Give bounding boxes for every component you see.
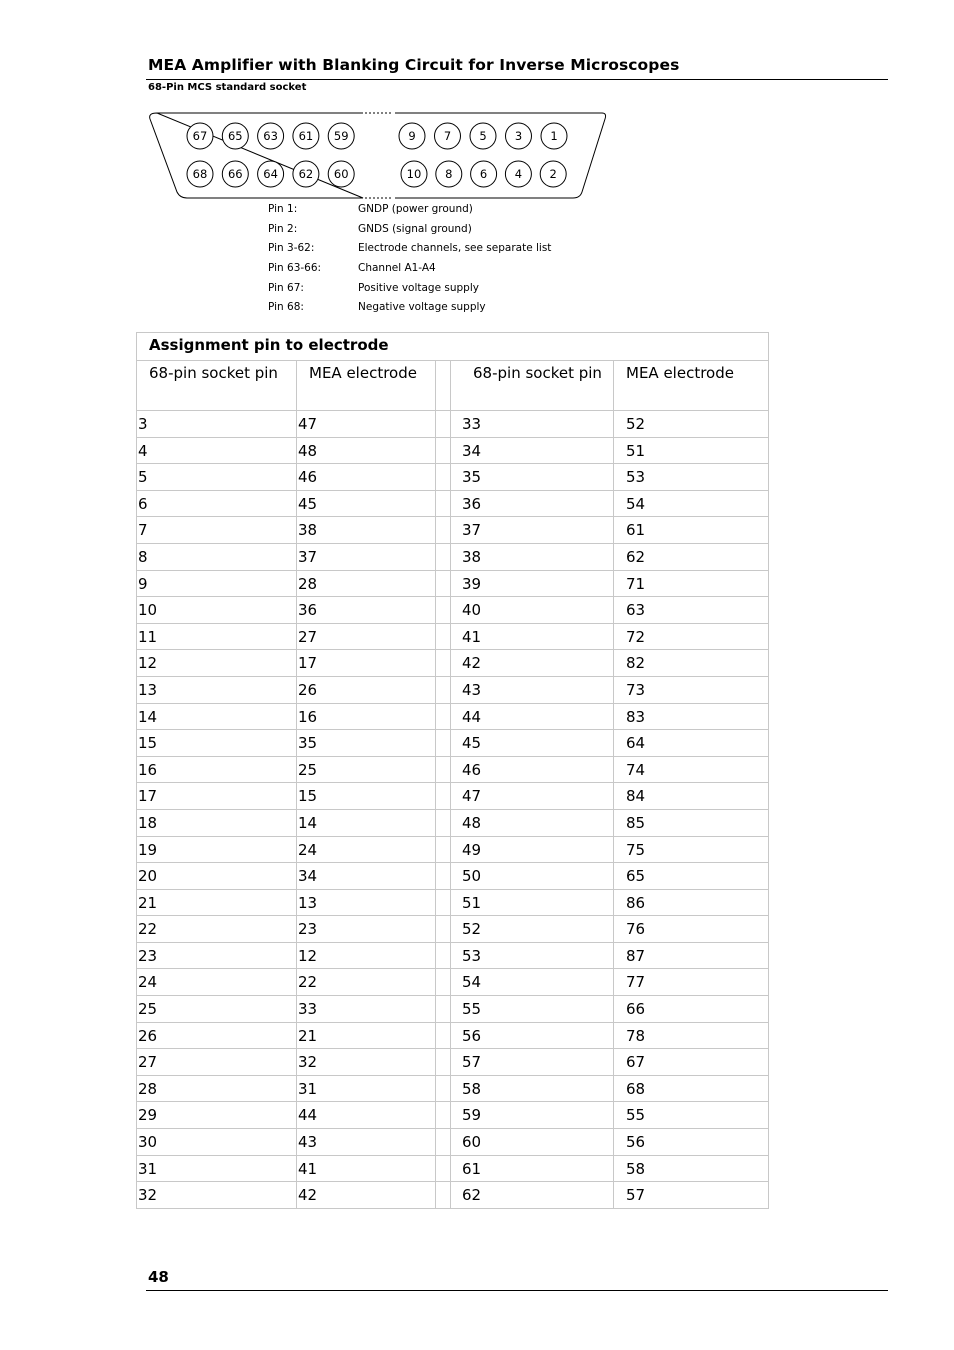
mea-electrode-cell: 71	[614, 570, 769, 597]
pin-number: 68	[192, 167, 208, 181]
socket-pin-cell: 38	[451, 543, 614, 570]
socket-pin-cell: 50	[451, 863, 614, 890]
pin-description-row	[268, 282, 551, 302]
header-divider	[146, 79, 888, 80]
pin-label: Pin 3-62:	[268, 242, 315, 255]
mea-electrode-cell: 26	[297, 676, 436, 703]
table-row	[137, 1049, 769, 1076]
pin-label: Pin 68:	[268, 301, 304, 314]
pin-function: Electrode channels, see separate list	[358, 242, 552, 255]
mea-electrode-cell: 66	[614, 996, 769, 1023]
mea-electrode-cell: 86	[614, 889, 769, 916]
pin-number: 66	[227, 167, 243, 181]
pin-number: 6	[479, 167, 488, 181]
mea-electrode-cell: 15	[297, 783, 436, 810]
pin-number: 65	[227, 129, 243, 143]
mea-electrode-cell: 38	[297, 517, 436, 544]
socket-pin-cell: 41	[451, 623, 614, 650]
mea-electrode-cell: 34	[297, 863, 436, 890]
mea-electrode-cell: 41	[297, 1155, 436, 1182]
table-row	[137, 836, 769, 863]
table-row	[137, 942, 769, 969]
socket-pin-cell: 14	[137, 703, 297, 730]
socket-pin-cell: 33	[451, 411, 614, 438]
pin-number: 61	[298, 129, 314, 143]
pin-number: 2	[549, 167, 557, 181]
socket-pin-cell: 5	[137, 464, 297, 491]
mea-electrode-cell: 85	[614, 809, 769, 836]
socket-pin-cell: 35	[451, 464, 614, 491]
socket-pin-cell: 11	[137, 623, 297, 650]
column-gap	[436, 863, 451, 890]
mea-electrode-cell: 58	[614, 1155, 769, 1182]
socket-pin-cell: 18	[137, 809, 297, 836]
table-row	[137, 1022, 769, 1049]
mea-electrode-cell: 28	[297, 570, 436, 597]
mea-electrode-cell: 55	[614, 1102, 769, 1129]
pin-number: 63	[263, 129, 278, 143]
socket-pin-cell: 12	[137, 650, 297, 677]
pin-number: 4	[514, 167, 523, 181]
table-row	[137, 969, 769, 996]
mea-electrode-cell: 57	[614, 1182, 769, 1209]
mea-electrode-cell: 43	[297, 1129, 436, 1156]
column-gap	[436, 676, 451, 703]
table-row	[137, 543, 769, 570]
mea-electrode-cell: 62	[614, 543, 769, 570]
pin-assignment-table	[136, 332, 769, 1209]
socket-pin-cell: 36	[451, 490, 614, 517]
table-row	[137, 916, 769, 943]
table-row	[137, 1182, 769, 1209]
pin-number: 7	[443, 129, 452, 143]
mea-electrode-cell: 78	[614, 1022, 769, 1049]
column-gap	[436, 464, 451, 491]
pin-number: 9	[408, 129, 416, 143]
pin-number: 10	[406, 167, 422, 181]
table-row	[137, 730, 769, 757]
socket-pin-cell: 44	[451, 703, 614, 730]
mea-electrode-cell: 44	[297, 1102, 436, 1129]
pin-function: Channel A1-A4	[358, 262, 436, 275]
column-gap	[436, 517, 451, 544]
column-gap	[436, 597, 451, 624]
mea-electrode-cell: 21	[297, 1022, 436, 1049]
socket-pin-cell: 61	[451, 1155, 614, 1182]
socket-pin-cell: 56	[451, 1022, 614, 1049]
pin-label: Pin 63-66:	[268, 262, 322, 275]
mea-electrode-cell: 33	[297, 996, 436, 1023]
table-row	[137, 1075, 769, 1102]
column-gap	[436, 437, 451, 464]
mea-electrode-cell: 31	[297, 1075, 436, 1102]
table-row	[137, 464, 769, 491]
mea-electrode-cell: 87	[614, 942, 769, 969]
table-row	[137, 437, 769, 464]
socket-pin-cell: 27	[137, 1049, 297, 1076]
mea-electrode-cell: 24	[297, 836, 436, 863]
column-gap	[436, 942, 451, 969]
pin-description-row	[268, 203, 551, 223]
mea-electrode-cell: 27	[297, 623, 436, 650]
mea-electrode-cell: 82	[614, 650, 769, 677]
socket-pin-cell: 3	[137, 411, 297, 438]
mea-electrode-cell: 64	[614, 730, 769, 757]
mea-electrode-cell: 52	[614, 411, 769, 438]
pin-function: GNDS (signal ground)	[358, 222, 472, 235]
socket-pin-cell: 42	[451, 650, 614, 677]
column-gap	[436, 730, 451, 757]
table-row	[137, 411, 769, 438]
socket-pin-cell: 48	[451, 809, 614, 836]
mea-electrode-cell: 75	[614, 836, 769, 863]
footer-divider	[146, 1290, 888, 1291]
table-row	[137, 570, 769, 597]
column-gap	[436, 1102, 451, 1129]
socket-pin-cell: 32	[137, 1182, 297, 1209]
column-gap	[436, 809, 451, 836]
mea-electrode-cell: 76	[614, 916, 769, 943]
mea-electrode-cell: 73	[614, 676, 769, 703]
column-gap	[436, 650, 451, 677]
column-gap	[436, 543, 451, 570]
socket-pin-cell: 17	[137, 783, 297, 810]
socket-pin-cell: 4	[137, 437, 297, 464]
column-gap	[436, 703, 451, 730]
table-row	[137, 1155, 769, 1182]
column-gap	[436, 1155, 451, 1182]
table-row	[137, 517, 769, 544]
mea-electrode-cell: 65	[614, 863, 769, 890]
table-row	[137, 1129, 769, 1156]
table-row	[137, 863, 769, 890]
socket-pin-cell: 13	[137, 676, 297, 703]
mea-electrode-cell: 83	[614, 703, 769, 730]
column-gap	[436, 783, 451, 810]
pin-number: 64	[263, 167, 278, 181]
column-gap	[436, 1022, 451, 1049]
pin-number: 3	[514, 129, 523, 143]
pin-function: GNDP (power ground)	[358, 203, 473, 215]
socket-pin-cell: 16	[137, 756, 297, 783]
socket-pin-cell: 62	[451, 1182, 614, 1209]
socket-pin-cell: 47	[451, 783, 614, 810]
column-header-mea-electrode: MEA electrode	[297, 361, 436, 411]
column-header-mea-electrode-2: MEA electrode	[614, 361, 769, 411]
column-gap	[436, 490, 451, 517]
socket-connector-diagram	[140, 104, 620, 204]
socket-pin-cell: 10	[137, 597, 297, 624]
mea-electrode-cell: 68	[614, 1075, 769, 1102]
socket-pin-cell: 29	[137, 1102, 297, 1129]
table-row	[137, 650, 769, 677]
mea-electrode-cell: 13	[297, 889, 436, 916]
pin-number: 8	[445, 167, 453, 181]
mea-electrode-cell: 53	[614, 464, 769, 491]
pin-description-row	[268, 301, 551, 321]
socket-pin-cell: 37	[451, 517, 614, 544]
table-row	[137, 676, 769, 703]
pin-number: 5	[479, 129, 487, 143]
table-title: Assignment pin to electrode	[137, 333, 769, 361]
socket-pin-cell: 9	[137, 570, 297, 597]
table-row	[137, 809, 769, 836]
pin-description-list	[268, 203, 551, 321]
mea-electrode-cell: 35	[297, 730, 436, 757]
socket-pin-cell: 6	[137, 490, 297, 517]
mea-electrode-cell: 54	[614, 490, 769, 517]
column-gap	[436, 969, 451, 996]
table-row	[137, 623, 769, 650]
mea-electrode-cell: 74	[614, 756, 769, 783]
socket-pin-cell: 59	[451, 1102, 614, 1129]
socket-pin-cell: 30	[137, 1129, 297, 1156]
socket-pin-cell: 55	[451, 996, 614, 1023]
pin-number: 59	[333, 129, 349, 143]
pin-label: Pin 1:	[268, 203, 298, 215]
mea-electrode-cell: 46	[297, 464, 436, 491]
mea-electrode-cell: 25	[297, 756, 436, 783]
socket-pin-cell: 25	[137, 996, 297, 1023]
table-row	[137, 996, 769, 1023]
socket-pin-cell: 8	[137, 543, 297, 570]
socket-pin-cell: 49	[451, 836, 614, 863]
socket-pin-cell: 15	[137, 730, 297, 757]
mea-electrode-cell: 67	[614, 1049, 769, 1076]
socket-pin-cell: 19	[137, 836, 297, 863]
socket-pin-cell: 7	[137, 517, 297, 544]
pin-number: 62	[298, 167, 314, 181]
socket-pin-cell: 60	[451, 1129, 614, 1156]
column-header-socket-pin: 68-pin socket pin	[137, 361, 297, 411]
mea-electrode-cell: 42	[297, 1182, 436, 1209]
table-row	[137, 1102, 769, 1129]
mea-electrode-cell: 16	[297, 703, 436, 730]
mea-electrode-cell: 51	[614, 437, 769, 464]
mea-electrode-cell: 63	[614, 597, 769, 624]
pin-function: Negative voltage supply	[358, 301, 486, 314]
column-gap	[436, 836, 451, 863]
mea-electrode-cell: 14	[297, 809, 436, 836]
mea-electrode-cell: 61	[614, 517, 769, 544]
socket-pin-cell: 20	[137, 863, 297, 890]
mea-electrode-cell: 56	[614, 1129, 769, 1156]
socket-pin-cell: 39	[451, 570, 614, 597]
column-gap	[436, 756, 451, 783]
mea-electrode-cell: 45	[297, 490, 436, 517]
socket-pin-cell: 45	[451, 730, 614, 757]
socket-pin-cell: 58	[451, 1075, 614, 1102]
socket-pin-cell: 21	[137, 889, 297, 916]
mea-electrode-cell: 22	[297, 969, 436, 996]
column-gap	[436, 1049, 451, 1076]
socket-pin-cell: 53	[451, 942, 614, 969]
column-gap	[436, 889, 451, 916]
table-row	[137, 783, 769, 810]
pin-label: Pin 67:	[268, 281, 304, 294]
column-gap	[436, 996, 451, 1023]
column-gap	[436, 1182, 451, 1209]
socket-outline	[150, 113, 606, 198]
socket-pin-cell: 46	[451, 756, 614, 783]
mea-electrode-cell: 47	[297, 411, 436, 438]
table-row	[137, 597, 769, 624]
column-gap	[436, 916, 451, 943]
column-gap	[436, 623, 451, 650]
mea-electrode-cell: 23	[297, 916, 436, 943]
mea-electrode-cell: 37	[297, 543, 436, 570]
table-row	[137, 490, 769, 517]
column-gap	[436, 570, 451, 597]
socket-pin-cell: 51	[451, 889, 614, 916]
pin-number: 1	[550, 129, 558, 143]
page-header-title: MEA Amplifier with Blanking Circuit for Inverse Microscopes	[148, 56, 680, 74]
mea-electrode-cell: 77	[614, 969, 769, 996]
pin-description-row	[268, 223, 551, 243]
pin-number: 60	[333, 167, 349, 181]
pin-number: 67	[192, 129, 208, 143]
section-subtitle: 68-Pin MCS standard socket	[148, 82, 307, 93]
socket-pin-cell: 34	[451, 437, 614, 464]
mea-electrode-cell: 12	[297, 942, 436, 969]
table-row	[137, 756, 769, 783]
socket-pin-cell: 40	[451, 597, 614, 624]
pin-description-row	[268, 262, 551, 282]
socket-pin-cell: 54	[451, 969, 614, 996]
socket-pin-cell: 31	[137, 1155, 297, 1182]
socket-pin-cell: 22	[137, 916, 297, 943]
mea-electrode-cell: 72	[614, 623, 769, 650]
socket-pin-cell: 24	[137, 969, 297, 996]
mea-electrode-cell: 84	[614, 783, 769, 810]
table-title-row	[137, 333, 769, 361]
column-gap	[436, 1075, 451, 1102]
page-number: 48	[148, 1268, 169, 1286]
mea-electrode-cell: 32	[297, 1049, 436, 1076]
mea-electrode-cell: 48	[297, 437, 436, 464]
table-header-row	[137, 361, 769, 411]
socket-pin-cell: 57	[451, 1049, 614, 1076]
pin-description-row	[268, 242, 551, 262]
mea-electrode-cell: 36	[297, 597, 436, 624]
socket-pin-cell: 26	[137, 1022, 297, 1049]
column-gap	[436, 361, 451, 411]
mea-electrode-cell: 17	[297, 650, 436, 677]
pin-label: Pin 2:	[268, 222, 298, 235]
column-gap	[436, 1129, 451, 1156]
table-row	[137, 889, 769, 916]
socket-pin-cell: 28	[137, 1075, 297, 1102]
pin-function: Positive voltage supply	[358, 281, 479, 294]
table-row	[137, 703, 769, 730]
column-header-socket-pin-2: 68-pin socket pin	[451, 361, 614, 411]
socket-pin-cell: 23	[137, 942, 297, 969]
column-gap	[436, 411, 451, 438]
socket-pin-cell: 52	[451, 916, 614, 943]
socket-pin-cell: 43	[451, 676, 614, 703]
